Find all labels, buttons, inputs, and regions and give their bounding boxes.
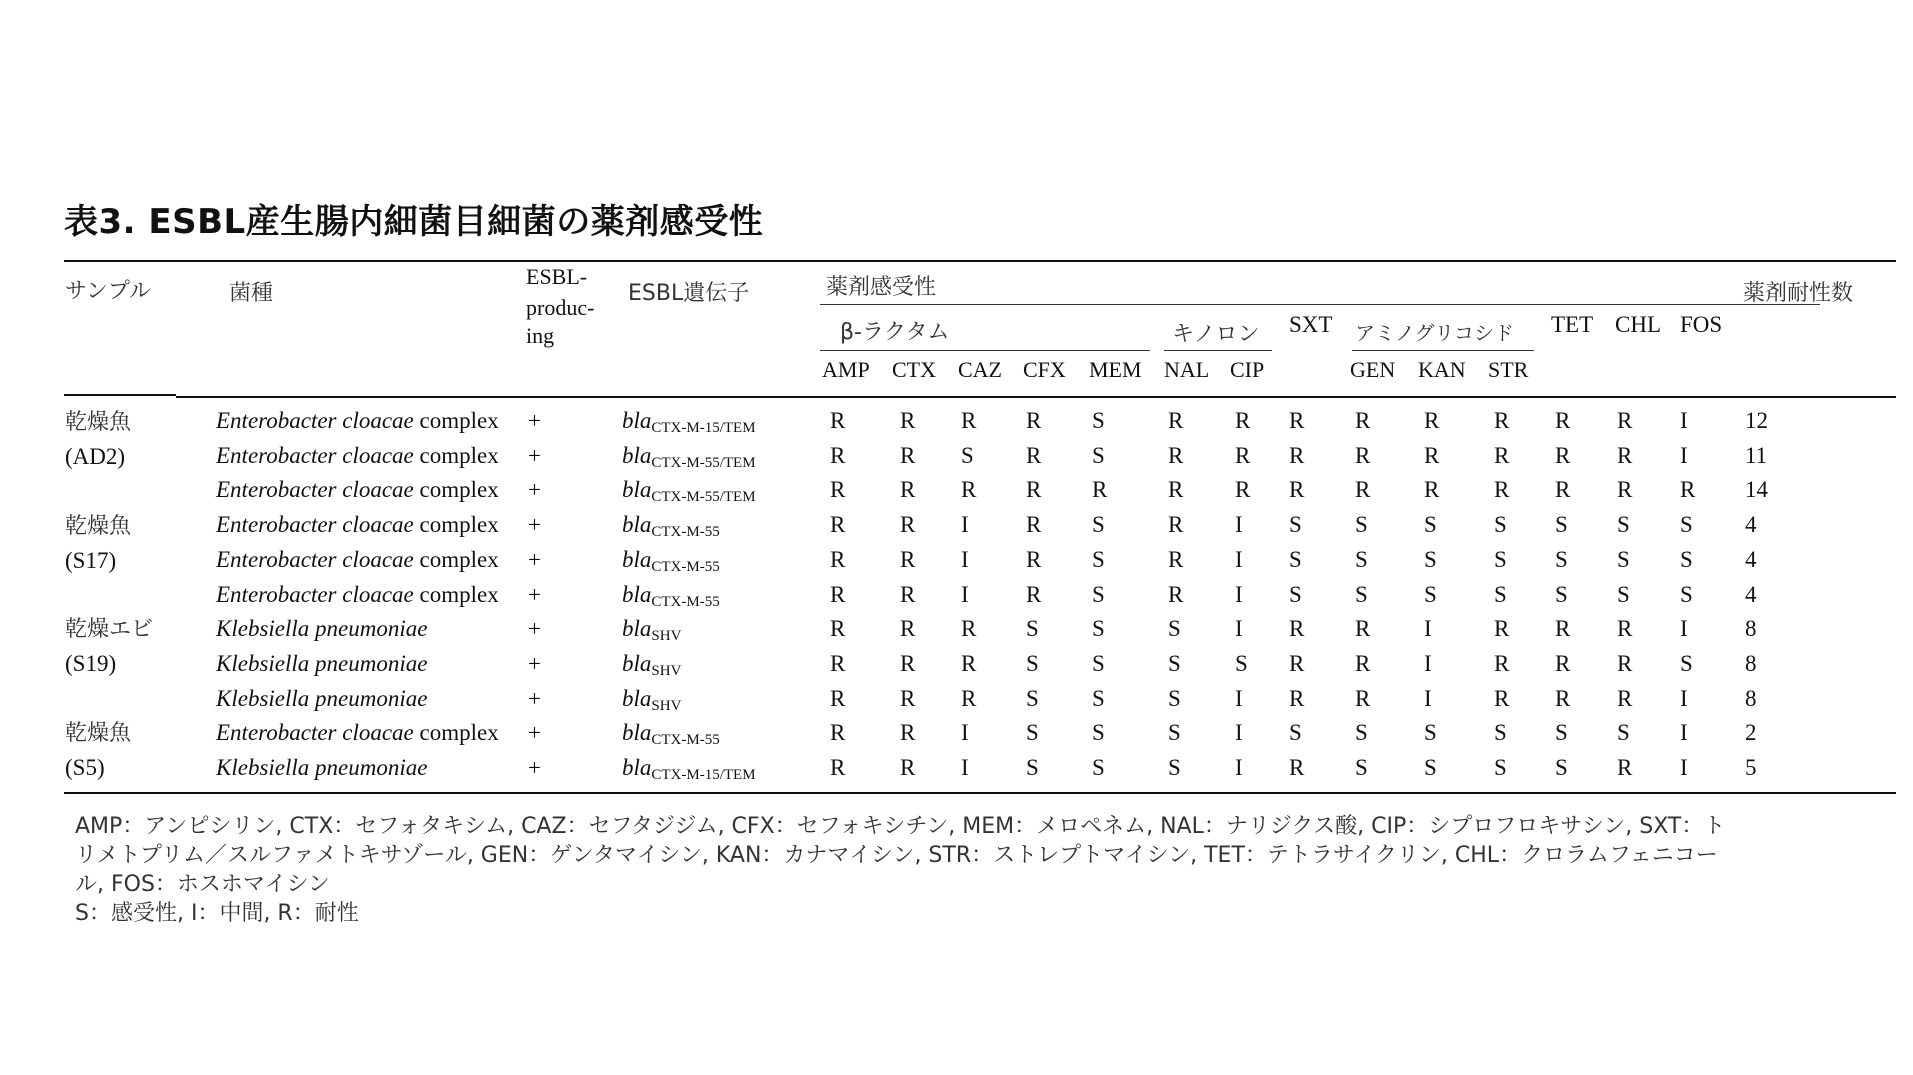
susceptibility-value: R [1235, 408, 1251, 433]
susceptibility-value: S [1424, 512, 1437, 538]
susceptibility-value: S [961, 442, 974, 468]
susceptibility-value: R [830, 477, 846, 503]
species-suffix: complex [413, 581, 499, 607]
gene-subscript: CTX-M-55 [651, 732, 720, 749]
susceptibility-value: R [900, 581, 916, 607]
susceptibility-value: R [830, 408, 846, 433]
header-esbl-2: produc- [526, 295, 595, 320]
esbl-producing-cell: + [528, 755, 541, 780]
susceptibility-value: R [1289, 408, 1305, 433]
species-cell [216, 755, 427, 781]
susceptibility-value: R [1168, 581, 1184, 607]
susceptibility-value: S [1355, 755, 1368, 780]
susceptibility-value: R [1555, 685, 1571, 711]
susceptibility-value: S [1168, 755, 1181, 780]
header-quinolone: キノロン [1172, 322, 1260, 347]
species-suffix: complex [413, 720, 499, 746]
esbl-producing-cell: + [528, 616, 541, 642]
susceptibility-value: R [1617, 408, 1633, 433]
esbl-gene-cell [622, 408, 756, 437]
susceptibility-value: R [961, 616, 977, 642]
susceptibility-value: R [1617, 616, 1633, 642]
susceptibility-value: S [1092, 650, 1105, 676]
species-suffix: complex [413, 442, 499, 468]
species-name: Enterobacter cloacae [216, 512, 414, 538]
susceptibility-value: R [1168, 477, 1184, 503]
species-cell [216, 616, 427, 642]
susceptibility-value: S [1092, 755, 1105, 780]
species-name: Klebsiella pneumoniae [216, 650, 428, 676]
susceptibility-value: R [1289, 442, 1305, 468]
susceptibility-value: I [961, 546, 969, 572]
sample-code: (S17) [65, 548, 117, 573]
susceptibility-value: R [1680, 477, 1696, 503]
susceptibility-value: R [1494, 685, 1510, 711]
resistance-count-cell: 8 [1745, 685, 1757, 711]
susceptibility-value: R [1424, 442, 1440, 468]
header-esbl-1: ESBL- [526, 264, 588, 289]
resistance-count-cell: 11 [1745, 442, 1768, 468]
header-drug-gen: GEN [1350, 357, 1396, 382]
esbl-gene-cell [622, 443, 756, 472]
susceptibility-value: R [1289, 650, 1305, 676]
susceptibility-value: I [1680, 442, 1688, 468]
susceptibility-value: I [961, 755, 969, 780]
susceptibility-value: R [900, 685, 916, 711]
species-name: Enterobacter cloacae [216, 408, 414, 433]
susceptibility-value: R [1617, 442, 1633, 468]
susceptibility-value: S [1555, 755, 1568, 780]
species-cell [216, 477, 499, 503]
species-name: Enterobacter cloacae [216, 442, 414, 468]
species-name: Enterobacter cloacae [216, 546, 414, 572]
susceptibility-value: R [1555, 650, 1571, 676]
footnote-line-2: リメトプリム／スルファメトキサゾール, GEN：ゲンタマイシン, KAN：カナマイシン, STR：ストレプトマイシン, TET：テトラサイクリン, CHL：クロラムフェニコー [75, 843, 1718, 868]
susceptibility-value: R [1355, 650, 1371, 676]
susceptibility-value: I [961, 581, 969, 607]
top-rule [64, 260, 1896, 262]
susceptibility-value: I [1424, 685, 1432, 711]
susceptibility-value: R [1026, 408, 1042, 433]
gene-base: bla [622, 616, 652, 642]
susceptibility-value: I [1424, 650, 1432, 676]
susceptibility-value: S [1092, 546, 1105, 572]
sample-name: 乾燥魚 [65, 514, 132, 539]
susceptibility-value: R [830, 442, 846, 468]
header-sample: サンプル [65, 279, 152, 304]
susceptibility-value: R [1026, 442, 1042, 468]
susceptibility-value: S [1494, 546, 1507, 572]
sample-code: (AD2) [65, 444, 126, 469]
susceptibility-value: R [900, 720, 916, 746]
aminoglycoside-rule [1352, 350, 1534, 351]
susceptibility-value: S [1680, 650, 1693, 676]
susceptibility-value: R [1026, 546, 1042, 572]
gene-base: bla [622, 755, 652, 780]
susceptibility-value: R [961, 408, 977, 433]
gene-base: bla [622, 442, 652, 468]
susceptibility-value: S [1680, 546, 1693, 572]
species-cell [216, 686, 427, 712]
susceptibility-value: S [1355, 512, 1368, 538]
table-title: 表3. ESBL産生腸内細菌目細菌の薬剤感受性 [64, 202, 764, 242]
susceptibility-value: R [830, 512, 846, 538]
susceptibility-value: S [1168, 685, 1181, 711]
species-name: Klebsiella pneumoniae [216, 616, 428, 642]
susceptibility-value: R [1235, 442, 1251, 468]
susceptibility-value: I [1680, 720, 1688, 746]
sample-code: (S5) [65, 755, 105, 780]
header-sxt: SXT [1289, 312, 1333, 337]
gene-subscript: SHV [651, 662, 682, 679]
susceptibility-value: S [1424, 755, 1437, 780]
resistance-count-cell: 2 [1745, 720, 1757, 746]
gene-base: bla [622, 581, 652, 607]
resistance-count-cell: 4 [1745, 512, 1757, 538]
susceptibility-value: R [900, 650, 916, 676]
sample-name: 乾燥魚 [65, 721, 132, 746]
esbl-gene-cell [622, 720, 720, 749]
esbl-gene-cell [622, 547, 720, 576]
esbl-gene-cell [622, 755, 756, 784]
esbl-producing-cell: + [528, 685, 541, 711]
susceptibility-value: S [1289, 720, 1302, 746]
susceptibility-value: R [961, 650, 977, 676]
gene-base: bla [622, 650, 652, 676]
susceptibility-value: S [1092, 581, 1105, 607]
susceptibility-value: S [1617, 512, 1630, 538]
susceptibility-value: R [900, 408, 916, 433]
susceptibility-value: R [1555, 408, 1571, 433]
susceptibility-value: S [1617, 581, 1630, 607]
susceptibility-value: R [1355, 616, 1371, 642]
susceptibility-value: S [1168, 616, 1181, 642]
susceptibility-value: S [1092, 685, 1105, 711]
header-gene: ESBL遺伝子 [628, 281, 750, 306]
esbl-gene-cell [622, 651, 681, 680]
susceptibility-value: R [900, 616, 916, 642]
susceptibility-value: R [900, 512, 916, 538]
species-name: Enterobacter cloacae [216, 477, 414, 503]
susceptibility-value: R [961, 685, 977, 711]
susceptibility-value: I [1235, 512, 1243, 538]
susceptibility-value: R [1168, 408, 1184, 433]
resistance-count-cell: 8 [1745, 616, 1757, 642]
susceptibility-value: I [1235, 755, 1243, 780]
susceptibility-value: S [1289, 546, 1302, 572]
susceptibility-value: R [1289, 685, 1305, 711]
sample-label [65, 612, 153, 677]
species-cell [216, 720, 499, 746]
susceptibility-value: S [1355, 546, 1368, 572]
header-drug-str: STR [1488, 357, 1529, 382]
susceptibility-value: I [1424, 616, 1432, 642]
gene-subscript: CTX-M-15/TEM [651, 767, 756, 783]
footnote-line-4: S：感受性, I：中間, R：耐性 [75, 901, 359, 926]
susceptibility-value: R [1092, 477, 1108, 503]
susceptibility-value: R [1289, 477, 1305, 503]
susceptibility-value: S [1555, 512, 1568, 538]
footnote-line-1: AMP：アンピシリン, CTX：セフォタキシム, CAZ：セフタジジム, CFX：セフォキシチン, MEM：メロペネム, NAL：ナリジクス酸, CIP：シプロフロキサシン, SXT：ト [75, 814, 1726, 839]
susceptibility-value: S [1026, 616, 1039, 642]
header-drug-kan: KAN [1418, 357, 1466, 382]
susceptibility-value: R [1617, 650, 1633, 676]
header-drug-mem: MEM [1089, 357, 1142, 382]
gene-base: bla [622, 546, 652, 572]
susceptibility-rule [820, 304, 1820, 305]
susceptibility-value: R [1555, 616, 1571, 642]
header-susceptibility: 薬剤感受性 [826, 275, 937, 300]
susceptibility-value: R [1617, 685, 1633, 711]
susceptibility-value: S [1424, 720, 1437, 746]
header-beta-lactam: β-ラクタム [840, 320, 950, 345]
susceptibility-value: R [900, 442, 916, 468]
susceptibility-value: R [830, 755, 846, 780]
susceptibility-value: S [1092, 442, 1105, 468]
species-cell [216, 443, 499, 469]
susceptibility-value: S [1555, 720, 1568, 746]
susceptibility-value: R [1617, 477, 1633, 503]
header-tet: TET [1551, 312, 1594, 337]
susceptibility-value: R [830, 720, 846, 746]
susceptibility-value: S [1026, 650, 1039, 676]
susceptibility-value: S [1680, 512, 1693, 538]
esbl-producing-cell: + [528, 477, 541, 503]
susceptibility-value: S [1092, 512, 1105, 538]
susceptibility-value: S [1168, 720, 1181, 746]
header-drug-nal: NAL [1164, 357, 1210, 382]
susceptibility-value: R [1494, 650, 1510, 676]
resistance-count-cell: 12 [1745, 408, 1768, 433]
susceptibility-value: R [1168, 512, 1184, 538]
susceptibility-value: I [1680, 685, 1688, 711]
susceptibility-value: S [1494, 720, 1507, 746]
esbl-gene-cell [622, 512, 720, 541]
susceptibility-value: I [1235, 546, 1243, 572]
gene-base: bla [622, 720, 652, 746]
bottom-rule [64, 792, 1896, 794]
sample-label [65, 716, 131, 781]
susceptibility-value: S [1026, 755, 1039, 780]
gene-subscript: CTX-M-55/TEM [651, 454, 756, 471]
susceptibility-value: S [1617, 546, 1630, 572]
susceptibility-value: R [1494, 616, 1510, 642]
header-chl: CHL [1615, 312, 1661, 337]
esbl-gene-cell [622, 616, 681, 645]
header-drug-cfx: CFX [1023, 357, 1066, 382]
header-drug-amp: AMP [822, 357, 870, 382]
gene-subscript: CTX-M-55/TEM [651, 489, 756, 506]
susceptibility-value: I [1680, 755, 1688, 780]
susceptibility-value: S [1289, 581, 1302, 607]
esbl-gene-cell [622, 477, 756, 506]
susceptibility-value: R [961, 477, 977, 503]
esbl-producing-cell: + [528, 720, 541, 746]
susceptibility-value: R [1289, 755, 1305, 780]
susceptibility-value: S [1092, 720, 1105, 746]
susceptibility-value: R [1355, 408, 1371, 433]
susceptibility-value: R [900, 755, 916, 780]
susceptibility-value: R [900, 546, 916, 572]
susceptibility-value: R [1235, 477, 1251, 503]
susceptibility-value: S [1494, 512, 1507, 538]
resistance-count-cell: 4 [1745, 581, 1757, 607]
susceptibility-value: I [1235, 685, 1243, 711]
species-cell [216, 408, 499, 434]
footnote [75, 812, 1875, 928]
susceptibility-value: S [1555, 581, 1568, 607]
resistance-count-cell: 4 [1745, 546, 1757, 572]
susceptibility-value: R [830, 685, 846, 711]
susceptibility-value: R [1617, 755, 1633, 780]
susceptibility-value: S [1617, 720, 1630, 746]
species-suffix: complex [413, 512, 499, 538]
susceptibility-value: I [1235, 616, 1243, 642]
susceptibility-value: I [1680, 616, 1688, 642]
susceptibility-value: S [1168, 650, 1181, 676]
esbl-gene-cell [622, 582, 720, 611]
susceptibility-value: R [1555, 477, 1571, 503]
susceptibility-value: S [1289, 512, 1302, 538]
esbl-producing-cell: + [528, 581, 541, 607]
esbl-producing-cell: + [528, 512, 541, 538]
header-drug-cip: CIP [1230, 357, 1265, 382]
species-cell [216, 582, 499, 608]
header-resistance-count: 薬剤耐性数 [1743, 281, 1854, 306]
susceptibility-value: I [1680, 408, 1688, 433]
header-drug-caz: CAZ [958, 357, 1002, 382]
susceptibility-value: I [1235, 581, 1243, 607]
species-suffix: complex [413, 408, 499, 433]
sample-name: 乾燥魚 [65, 410, 132, 435]
susceptibility-value: R [830, 546, 846, 572]
susceptibility-value: R [830, 616, 846, 642]
species-name: Klebsiella pneumoniae [216, 755, 428, 780]
susceptibility-value: R [1168, 442, 1184, 468]
sample-name: 乾燥エビ [65, 617, 154, 642]
beta-lactam-rule [820, 350, 1150, 351]
gene-subscript: CTX-M-55 [651, 524, 720, 541]
species-cell [216, 651, 427, 677]
species-name: Enterobacter cloacae [216, 581, 414, 607]
susceptibility-value: R [1424, 408, 1440, 433]
susceptibility-value: S [1092, 408, 1105, 433]
gene-subscript: CTX-M-15/TEM [651, 420, 756, 436]
quinolone-rule [1164, 350, 1272, 351]
header-esbl-3: ing [526, 323, 555, 348]
header-species: 菌種 [229, 281, 274, 306]
sample-code: (S19) [65, 651, 117, 676]
susceptibility-value: S [1026, 720, 1039, 746]
esbl-producing-cell: + [528, 650, 541, 676]
susceptibility-value: R [1355, 442, 1371, 468]
susceptibility-value: R [1494, 408, 1510, 433]
resistance-count-cell: 5 [1745, 755, 1757, 780]
resistance-count-cell: 14 [1745, 477, 1768, 503]
gene-base: bla [622, 685, 652, 711]
esbl-producing-cell: + [528, 546, 541, 572]
esbl-gene-cell [622, 686, 681, 715]
footnote-line-3: ル, FOS：ホスホマイシン [75, 872, 330, 897]
header-drug-ctx: CTX [892, 357, 936, 382]
sample-label [65, 509, 131, 574]
susceptibility-value: I [961, 720, 969, 746]
susceptibility-value: I [961, 512, 969, 538]
susceptibility-value: R [1026, 512, 1042, 538]
gene-subscript: CTX-M-55 [651, 593, 720, 610]
gene-base: bla [622, 477, 652, 503]
susceptibility-value: S [1355, 720, 1368, 746]
species-suffix: complex [413, 477, 499, 503]
susceptibility-value: R [1168, 546, 1184, 572]
susceptibility-value: S [1235, 650, 1248, 676]
species-suffix: complex [413, 546, 499, 572]
resistance-count-cell: 8 [1745, 650, 1757, 676]
species-name: Enterobacter cloacae [216, 720, 414, 746]
susceptibility-value: S [1680, 581, 1693, 607]
sample-label [65, 405, 131, 470]
susceptibility-value: R [1555, 442, 1571, 468]
susceptibility-value: R [1355, 477, 1371, 503]
gene-subscript: SHV [651, 697, 682, 714]
susceptibility-value: R [1026, 477, 1042, 503]
species-cell [216, 547, 499, 573]
susceptibility-value: R [830, 650, 846, 676]
gene-subscript: SHV [651, 628, 682, 645]
header-aminoglycoside: アミノグリコシド [1355, 321, 1514, 345]
susceptibility-value: S [1494, 581, 1507, 607]
susceptibility-value: R [1355, 685, 1371, 711]
susceptibility-value: R [1494, 477, 1510, 503]
species-cell [216, 512, 499, 538]
susceptibility-value: S [1494, 755, 1507, 780]
susceptibility-value: R [1424, 477, 1440, 503]
susceptibility-value: S [1555, 546, 1568, 572]
susceptibility-value: R [900, 477, 916, 503]
esbl-producing-cell: + [528, 442, 541, 468]
header-bottom-rule [176, 396, 1896, 398]
header-bottom-rule-left [64, 394, 176, 396]
esbl-producing-cell: + [528, 408, 541, 433]
gene-subscript: CTX-M-55 [651, 558, 720, 575]
header-fos: FOS [1680, 312, 1723, 337]
susceptibility-value: S [1026, 685, 1039, 711]
gene-base: bla [622, 512, 652, 538]
susceptibility-value: S [1355, 581, 1368, 607]
susceptibility-value: S [1424, 581, 1437, 607]
susceptibility-value: R [830, 581, 846, 607]
susceptibility-value: S [1424, 546, 1437, 572]
susceptibility-value: R [1026, 581, 1042, 607]
susceptibility-value: R [1289, 616, 1305, 642]
susceptibility-value: S [1092, 616, 1105, 642]
species-name: Klebsiella pneumoniae [216, 685, 428, 711]
gene-base: bla [622, 408, 652, 433]
susceptibility-value: R [1494, 442, 1510, 468]
susceptibility-value: I [1235, 720, 1243, 746]
